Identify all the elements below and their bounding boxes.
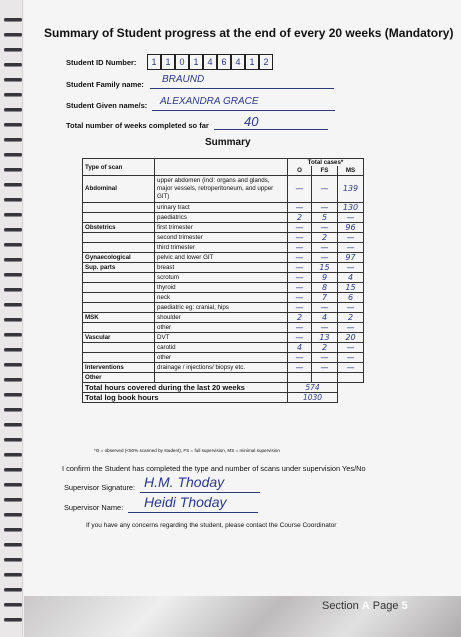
family-name-label: Student Family name:	[66, 80, 144, 89]
row-scan-type: other	[155, 323, 288, 333]
spiral-coil	[4, 288, 22, 291]
spiral-coil	[4, 198, 22, 201]
section-page-label	[322, 600, 408, 612]
spiral-coil	[4, 573, 22, 576]
row-scan-type	[155, 373, 288, 383]
row-observed: —	[288, 293, 312, 303]
family-name-line	[150, 88, 334, 89]
row-full-supervision: 4	[312, 313, 338, 323]
student-id-digit: 1	[147, 54, 161, 70]
table-row	[83, 323, 364, 333]
row-observed: —	[288, 203, 312, 213]
row-full-supervision: 9	[312, 273, 338, 283]
row-full-supervision: —	[312, 323, 338, 333]
row-observed: —	[288, 233, 312, 243]
col-blank	[155, 159, 288, 176]
table-row	[83, 363, 364, 373]
table-row	[83, 176, 364, 203]
table-row	[83, 353, 364, 363]
row-scan-type: third trimester	[155, 243, 288, 253]
student-id-digit: 0	[175, 54, 189, 70]
row-minimal-supervision: —	[338, 343, 364, 353]
row-observed: —	[288, 323, 312, 333]
row-minimal-supervision: 15	[338, 283, 364, 293]
row-category	[83, 273, 155, 283]
row-minimal-supervision: 130	[338, 203, 364, 213]
spiral-coil	[4, 558, 22, 561]
row-observed	[288, 373, 312, 383]
row-minimal-supervision: 139	[338, 176, 364, 203]
row-observed: —	[288, 176, 312, 203]
row-scan-type: shoulder	[155, 313, 288, 323]
row-full-supervision: 2	[312, 343, 338, 353]
total-logbook-label: Total log book hours	[83, 393, 288, 403]
spiral-coil	[4, 468, 22, 471]
given-name-label: Student Given name/s:	[66, 101, 148, 110]
supervisor-name: Heidi Thoday	[144, 494, 227, 510]
row-minimal-supervision: 97	[338, 253, 364, 263]
row-observed: —	[288, 283, 312, 293]
weeks-value: 40	[244, 114, 259, 129]
supervisor-name-label: Supervisor Name:	[64, 503, 124, 512]
row-scan-type: carotid	[155, 343, 288, 353]
total-hours-value: 574	[288, 383, 338, 393]
row-scan-type: other	[155, 353, 288, 363]
row-minimal-supervision: 6	[338, 293, 364, 303]
row-minimal-supervision: —	[338, 353, 364, 363]
row-observed: 2	[288, 313, 312, 323]
row-minimal-supervision: 4	[338, 273, 364, 283]
weeks-line	[214, 129, 328, 130]
table-row	[83, 263, 364, 273]
row-minimal-supervision: 20	[338, 333, 364, 343]
spiral-coil	[4, 453, 22, 456]
row-category	[83, 243, 155, 253]
spiral-coil	[4, 78, 22, 81]
row-category: Gynaecological	[83, 253, 155, 263]
row-category: MSK	[83, 313, 155, 323]
row-observed: —	[288, 333, 312, 343]
spiral-coil	[4, 603, 22, 606]
row-observed: —	[288, 223, 312, 233]
student-id-digit: 6	[217, 54, 231, 70]
row-observed: —	[288, 353, 312, 363]
spiral-coil	[4, 498, 22, 501]
row-observed: 4	[288, 343, 312, 353]
spiral-coil	[4, 18, 22, 21]
supervisor-name-line	[128, 512, 258, 513]
col-fs: FS	[312, 166, 338, 176]
row-category	[83, 213, 155, 223]
spiral-coil	[4, 228, 22, 231]
spiral-coil	[4, 513, 22, 516]
supervisor-signature: H.M. Thoday	[144, 474, 225, 490]
row-observed: 2	[288, 213, 312, 223]
row-full-supervision: —	[312, 243, 338, 253]
row-full-supervision: 2	[312, 233, 338, 243]
row-minimal-supervision: —	[338, 363, 364, 373]
spiral-coil	[4, 258, 22, 261]
concerns-note: If you have any concerns regarding the student, please contact the Course Coordinator	[86, 522, 337, 529]
table-row	[83, 293, 364, 303]
spiral-coil	[4, 483, 22, 486]
row-full-supervision: 7	[312, 293, 338, 303]
row-scan-type: pelvic and lower GIT	[155, 253, 288, 263]
col-ms: MS	[338, 166, 364, 176]
spiral-coil	[4, 588, 22, 591]
total-hours-empty	[338, 383, 364, 393]
total-hours-label: Total hours covered during the last 20 weeks	[83, 383, 288, 393]
scan-summary-table	[82, 158, 364, 403]
spiral-coil	[4, 423, 22, 426]
row-category: Vascular	[83, 333, 155, 343]
row-category: Interventions	[83, 363, 155, 373]
row-minimal-supervision: 2	[338, 313, 364, 323]
row-full-supervision: 15	[312, 263, 338, 273]
row-category	[83, 293, 155, 303]
row-category: Obstetrics	[83, 223, 155, 233]
row-observed: —	[288, 363, 312, 373]
spiral-coil	[4, 153, 22, 156]
student-id-label: Student ID Number:	[66, 58, 137, 67]
row-category	[83, 203, 155, 213]
row-full-supervision: —	[312, 223, 338, 233]
row-scan-type: second trimester	[155, 233, 288, 243]
signature-line	[140, 492, 260, 493]
row-category	[83, 233, 155, 243]
row-full-supervision: —	[312, 253, 338, 263]
row-minimal-supervision: —	[338, 323, 364, 333]
table-row	[83, 303, 364, 313]
row-full-supervision: —	[312, 363, 338, 373]
spiral-coil	[4, 123, 22, 126]
spiral-coil	[4, 348, 22, 351]
spiral-coil	[4, 243, 22, 246]
row-category	[83, 323, 155, 333]
row-observed: —	[288, 243, 312, 253]
page-number: 5	[401, 600, 408, 612]
table-row	[83, 343, 364, 353]
student-id-digit: 2	[259, 54, 273, 70]
table-row	[83, 223, 364, 233]
row-full-supervision: 13	[312, 333, 338, 343]
family-name-value: BRAUND	[162, 74, 205, 85]
row-minimal-supervision: —	[338, 213, 364, 223]
row-category	[83, 303, 155, 313]
row-observed: —	[288, 303, 312, 313]
spiral-coil	[4, 138, 22, 141]
row-scan-type: first trimester	[155, 223, 288, 233]
table-row	[83, 203, 364, 213]
student-id-digit: 4	[203, 54, 217, 70]
spiral-coil	[4, 168, 22, 171]
row-category: Sup. parts	[83, 263, 155, 273]
row-scan-type: scrotum	[155, 273, 288, 283]
row-full-supervision: —	[312, 303, 338, 313]
spiral-coil	[4, 108, 22, 111]
student-id-digit: 1	[245, 54, 259, 70]
row-full-supervision: —	[312, 176, 338, 203]
total-logbook-empty	[338, 393, 364, 403]
spiral-coil	[4, 318, 22, 321]
student-id-digit: 1	[189, 54, 203, 70]
row-category: Other	[83, 373, 155, 383]
row-category	[83, 343, 155, 353]
row-scan-type: drainage / injections/ biopsy etc.	[155, 363, 288, 373]
row-scan-type: paediatrics	[155, 213, 288, 223]
table-footnote: *O = observed (<50% scanned by student), FS = full supervision, MS = minimal supervision	[94, 448, 280, 453]
spiral-coil	[4, 378, 22, 381]
supervisor-signature-label: Supervisor Signature:	[64, 483, 136, 492]
table-row	[83, 273, 364, 283]
row-scan-type: neck	[155, 293, 288, 303]
given-name-line	[152, 110, 335, 111]
student-id-digit: 4	[231, 54, 245, 70]
row-category	[83, 353, 155, 363]
table-row	[83, 333, 364, 343]
spiral-coil	[4, 33, 22, 36]
table-row	[83, 283, 364, 293]
row-minimal-supervision: —	[338, 303, 364, 313]
row-observed: —	[288, 273, 312, 283]
spiral-coil	[4, 363, 22, 366]
spiral-coil	[4, 438, 22, 441]
row-observed: —	[288, 263, 312, 273]
row-observed: —	[288, 253, 312, 263]
table-row	[83, 213, 364, 223]
row-full-supervision: —	[312, 203, 338, 213]
row-full-supervision: 5	[312, 213, 338, 223]
row-minimal-supervision: —	[338, 263, 364, 273]
row-category: Abdominal	[83, 176, 155, 203]
spiral-coil	[4, 528, 22, 531]
spiral-coil	[4, 183, 22, 186]
table-row	[83, 253, 364, 263]
spiral-coil	[4, 618, 22, 621]
row-minimal-supervision	[338, 373, 364, 383]
row-scan-type: upper abdomen (incl: organs and glands, major vessels, retroperitoneum, and upper GIT)	[155, 176, 288, 203]
confirmation-statement: I confirm the Student has completed the type and number of scans under supervision Yes/No	[62, 464, 366, 473]
col-total-cases: Total cases*	[288, 159, 364, 167]
spiral-coil	[4, 93, 22, 96]
spiral-coil	[4, 48, 22, 51]
spiral-coil	[4, 393, 22, 396]
row-scan-type: DVT	[155, 333, 288, 343]
row-scan-type: urinary tract	[155, 203, 288, 213]
spiral-coil	[4, 273, 22, 276]
total-logbook-value: 1030	[288, 393, 338, 403]
spiral-binding	[0, 0, 23, 637]
spiral-coil	[4, 333, 22, 336]
spiral-coil	[4, 303, 22, 306]
spiral-coil	[4, 63, 22, 66]
spiral-coil	[4, 213, 22, 216]
page-word: Page	[372, 600, 399, 612]
weeks-label: Total number of weeks completed so far	[66, 121, 209, 130]
row-category	[83, 283, 155, 293]
table-row	[83, 233, 364, 243]
given-name-value: ALEXANDRA GRACE	[160, 96, 259, 107]
table-row	[83, 373, 364, 383]
row-scan-type: paediatric eg: cranial, hips	[155, 303, 288, 313]
section-letter: A	[361, 600, 370, 612]
table-row	[83, 243, 364, 253]
row-full-supervision: —	[312, 353, 338, 363]
col-type-of-scan: Type of scan	[83, 159, 155, 176]
section-label: Section	[322, 600, 359, 612]
student-id-digit: 1	[161, 54, 175, 70]
col-o: O	[288, 166, 312, 176]
row-minimal-supervision: —	[338, 233, 364, 243]
spiral-coil	[4, 543, 22, 546]
row-scan-type: thyroid	[155, 283, 288, 293]
row-scan-type: breast	[155, 263, 288, 273]
row-full-supervision: 8	[312, 283, 338, 293]
row-minimal-supervision: 96	[338, 223, 364, 233]
spiral-coil	[4, 408, 22, 411]
table-row	[83, 313, 364, 323]
row-full-supervision	[312, 373, 338, 383]
summary-heading: Summary	[205, 137, 251, 148]
page-title: Summary of Student progress at the end of every 20 weeks (Mandatory)	[44, 26, 454, 40]
row-minimal-supervision: —	[338, 243, 364, 253]
